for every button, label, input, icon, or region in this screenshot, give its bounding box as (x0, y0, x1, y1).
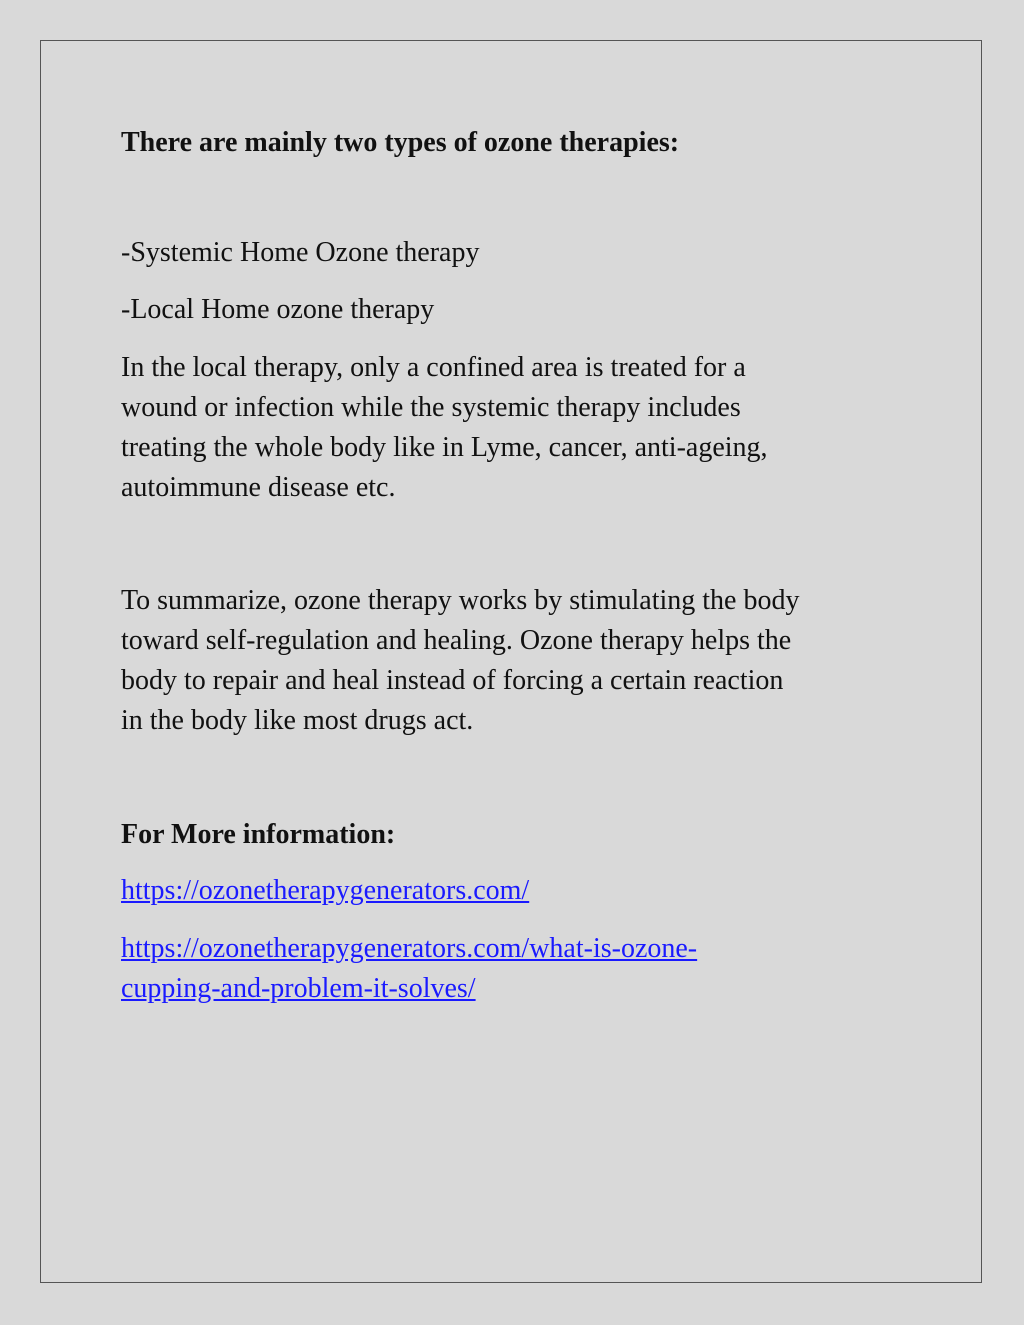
paragraph-line: wound or infection while the systemic therapy includes (121, 392, 741, 423)
list-item-local: -Local Home ozone therapy (121, 294, 435, 325)
link-ozone-cupping-wrapper (121, 929, 697, 1009)
paragraph-local-vs-systemic (121, 348, 768, 508)
homepage-link[interactable]: https://ozonetherapygenerators.com/ (121, 875, 530, 906)
paragraph-line: body to repair and heal instead of forcing a certain reaction (121, 665, 784, 696)
paragraph-summary (121, 581, 799, 741)
paragraph-line: in the body like most drugs act. (121, 705, 474, 736)
paragraph-line: To summarize, ozone therapy works by stimulating the body (121, 585, 800, 616)
ozone-cupping-link-line1[interactable]: https://ozonetherapygenerators.com/what-is-ozone- (121, 933, 698, 964)
list-item-systemic: -Systemic Home Ozone therapy (121, 237, 480, 268)
ozone-cupping-link-line2[interactable]: cupping-and-problem-it-solves/ (121, 973, 476, 1004)
document-page (40, 40, 982, 1283)
link-homepage-wrapper (121, 871, 529, 911)
more-info-heading: For More information: (121, 819, 396, 850)
paragraph-line: autoimmune disease etc. (121, 472, 396, 503)
paragraph-line: treating the whole body like in Lyme, cancer, anti-ageing, (121, 432, 768, 463)
section-heading: There are mainly two types of ozone therapies: (121, 127, 680, 158)
paragraph-line: toward self-regulation and healing. Ozone therapy helps the (121, 625, 792, 656)
paragraph-line: In the local therapy, only a confined area is treated for a (121, 352, 746, 383)
